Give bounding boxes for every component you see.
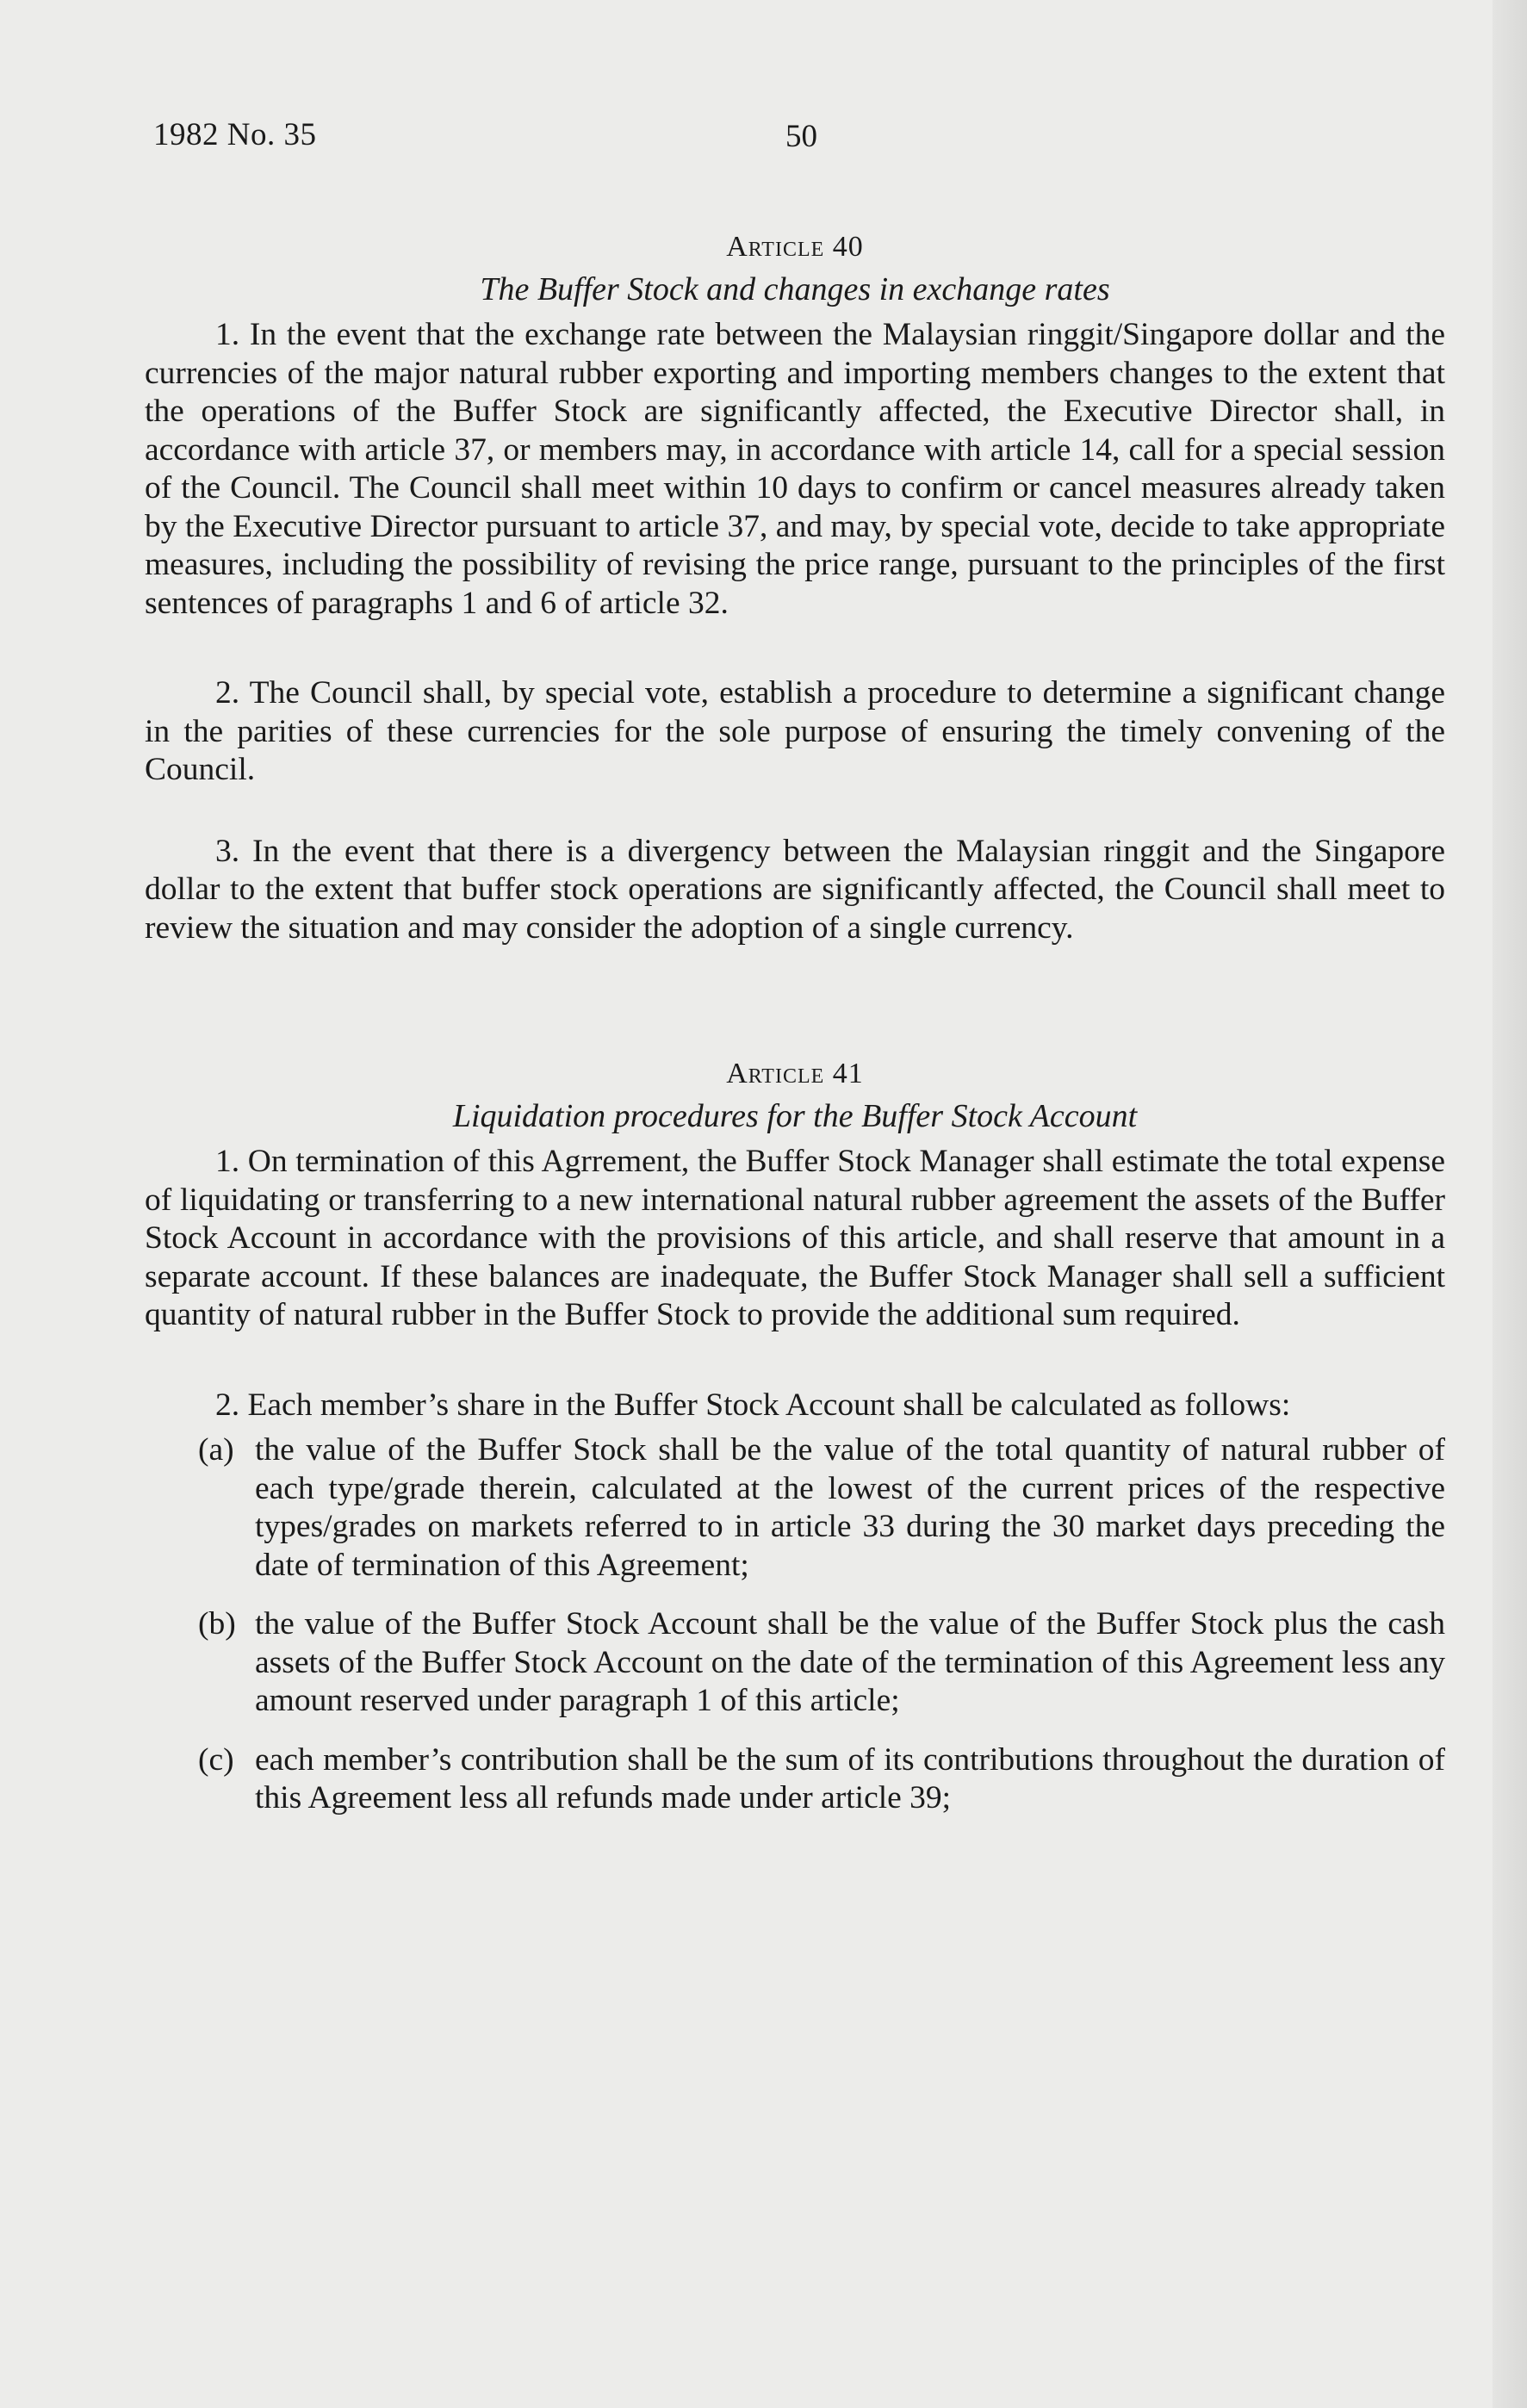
article-41-paragraph-2: 2. Each member’s share in the Buffer Stock Account shall be calculated as follows: [215,1387,1291,1423]
article-40-title: The Buffer Stock and changes in exchange rates [480,271,1110,307]
article-40-heading: Article 40 [726,231,864,263]
list-marker: (b) [198,1606,236,1642]
article-41-heading: Article 41 [726,1058,864,1089]
list-item-c [198,1741,1445,1818]
list-item-text: each member’s contribution shall be the sum of its contributions throughout the duration of this Agreement less all refunds made under article 39; [255,1741,1445,1815]
list-marker: (a) [198,1432,234,1468]
list-item-text: the value of the Buffer Stock shall be the value of the total quantity of natural rubber of each type/grade therein, calculated at the lowest of the current prices of the respective types/grades on markets referred to in article 33 during the 30 market days preceding the date of termination of this Agreement; [255,1432,1445,1583]
article-40-paragraph-2: 2. The Council shall, by special vote, establish a procedure to determine a significant change in the parities of these currencies for the sole purpose of ensuring the timely convening of the Council. [145,675,1445,787]
document-reference: 1982 No. 35 [153,117,317,152]
article-41-title: Liquidation procedures for the Buffer Stock Account [452,1098,1138,1134]
list-item-b [198,1605,1445,1721]
article-40-paragraph-1: 1. In the event that the exchange rate between the Malaysian ringgit/Singapore dollar and the currencies of the major natural rubber exporting and importing members changes to the extent that the operations of the Buffer Stock are significantly affected, the Executive Director shall, in accordance with article 37, or members may, in accordance with article 14, call for a special session of the Council. The Council shall meet within 10 days to confirm or cancel measures already taken by the Executive Director pursuant to article 37, and may, by special vote, decide to take appropriate measures, including the possibility of revising the price range, pursuant to the principles of the first sentences of paragraphs 1 and 6 of article 32. [145,317,1445,621]
article-40-paragraph-3: 3. In the event that there is a divergency between the Malaysian ringgit and the Singapore dollar to the extent that buffer stock operations are significantly affected, the Council shall meet to review the situation and may consider the adoption of a single currency. [145,833,1445,946]
list-item-a [198,1431,1445,1585]
list-marker: (c) [198,1741,234,1778]
list-item-text: the value of the Buffer Stock Account shall be the value of the Buffer Stock plus the cash assets of the Buffer Stock Account on the date of the termination of this Agreement less any amount reserved under paragraph 1 of this article; [255,1606,1445,1718]
article-41-paragraph-1: 1. On termination of this Agrrement, the Buffer Stock Manager shall estimate the total expense of liquidating or transferring to a new international natural rubber agreement the assets of the Buffer Stock Account in accordance with the provisions of this article, and shall reserve that amount in a separate account. If these balances are inadequate, the Buffer Stock Manager shall sell a sufficient quantity of natural rubber in the Buffer Stock to provide the additional sum required. [145,1144,1445,1332]
page-edge-shadow [1493,0,1527,2408]
page-body [145,228,1445,1818]
page-number: 50 [785,119,817,154]
